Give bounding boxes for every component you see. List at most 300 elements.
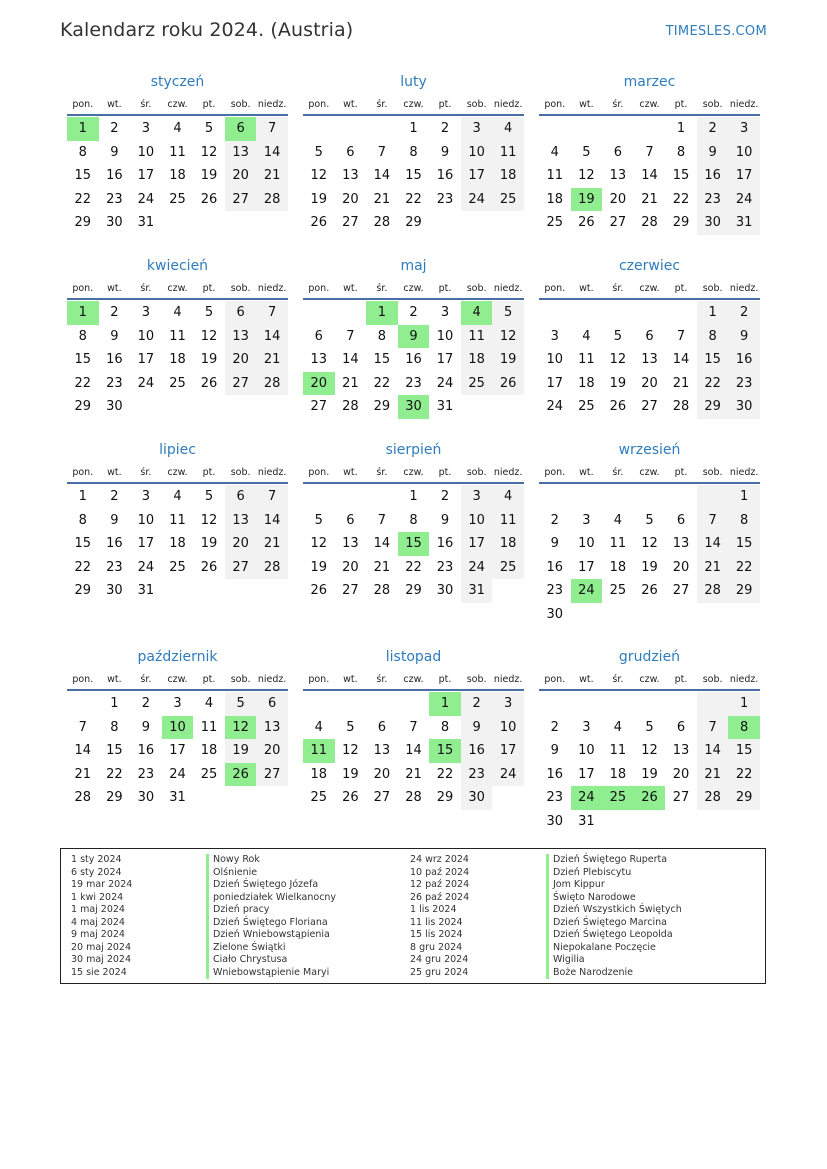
day-cell[interactable]: 29 xyxy=(728,579,760,603)
day-cell[interactable]: 28 xyxy=(373,583,391,598)
day-cell[interactable]: 23 xyxy=(137,766,155,782)
day-cell[interactable]: 26 xyxy=(492,372,524,396)
day-cell[interactable]: 31 xyxy=(728,211,760,235)
day-cell[interactable]: 13 xyxy=(225,141,257,165)
day-cell[interactable]: 29 xyxy=(728,786,760,810)
day-cell[interactable]: 14 xyxy=(405,743,422,758)
day-cell[interactable]: 14 xyxy=(697,532,729,556)
day-cell[interactable]: 23 xyxy=(106,375,123,391)
holiday-day-cell[interactable]: 11 xyxy=(303,739,335,763)
day-cell[interactable]: 2 xyxy=(728,301,760,325)
day-cell[interactable]: 22 xyxy=(373,375,391,391)
holiday-day-cell[interactable]: 9 xyxy=(398,325,430,349)
day-cell[interactable]: 17 xyxy=(578,559,595,575)
day-cell[interactable]: 14 xyxy=(74,743,92,758)
day-cell[interactable]: 21 xyxy=(256,532,288,556)
day-cell[interactable]: 20 xyxy=(609,191,627,207)
day-cell[interactable]: 27 xyxy=(225,372,257,396)
day-cell[interactable]: 13 xyxy=(342,536,359,551)
day-cell[interactable]: 6 xyxy=(676,719,686,735)
day-cell[interactable]: 31 xyxy=(461,579,493,603)
day-cell[interactable]: 9 xyxy=(110,512,119,528)
day-cell[interactable]: 20 xyxy=(672,559,690,575)
day-cell[interactable]: 9 xyxy=(440,512,450,528)
day-cell[interactable]: 12 xyxy=(342,743,359,758)
day-cell[interactable]: 8 xyxy=(78,144,87,160)
day-cell[interactable]: 28 xyxy=(256,556,288,580)
day-cell[interactable]: 14 xyxy=(697,739,729,763)
day-cell[interactable]: 13 xyxy=(310,352,328,367)
day-cell[interactable]: 5 xyxy=(582,144,591,160)
day-cell[interactable]: 21 xyxy=(373,191,391,207)
day-cell[interactable]: 24 xyxy=(137,375,155,391)
day-cell[interactable]: 28 xyxy=(373,215,391,230)
day-cell[interactable]: 17 xyxy=(137,168,155,183)
day-cell[interactable]: 1 xyxy=(676,121,686,136)
day-cell[interactable]: 4 xyxy=(173,305,182,320)
day-cell[interactable]: 30 xyxy=(106,215,123,230)
holiday-day-cell[interactable]: 4 xyxy=(461,301,493,325)
holiday-day-cell[interactable]: 15 xyxy=(398,532,430,556)
day-cell[interactable]: 26 xyxy=(342,790,359,805)
day-cell[interactable]: 8 xyxy=(676,144,686,160)
day-cell[interactable]: 6 xyxy=(377,719,387,735)
day-cell[interactable]: 22 xyxy=(74,559,92,575)
day-cell[interactable]: 9 xyxy=(697,141,729,165)
day-cell[interactable]: 1 xyxy=(728,692,760,716)
day-cell[interactable]: 7 xyxy=(676,328,686,344)
day-cell[interactable]: 31 xyxy=(137,583,155,598)
day-cell[interactable]: 3 xyxy=(492,692,524,716)
day-cell[interactable]: 22 xyxy=(728,556,760,580)
day-cell[interactable]: 9 xyxy=(728,325,760,349)
day-cell[interactable]: 8 xyxy=(409,144,418,160)
day-cell[interactable]: 18 xyxy=(461,348,493,372)
day-cell[interactable]: 15 xyxy=(106,743,123,758)
day-cell[interactable]: 19 xyxy=(641,559,658,575)
day-cell[interactable]: 20 xyxy=(672,766,690,782)
day-cell[interactable]: 23 xyxy=(405,375,422,391)
day-cell[interactable]: 19 xyxy=(310,559,328,575)
day-cell[interactable]: 10 xyxy=(461,141,493,165)
day-cell[interactable]: 21 xyxy=(641,191,658,207)
day-cell[interactable]: 31 xyxy=(578,813,595,829)
holiday-day-cell[interactable]: 8 xyxy=(728,716,760,740)
holiday-day-cell[interactable]: 30 xyxy=(398,395,430,419)
day-cell[interactable]: 9 xyxy=(110,328,119,344)
day-cell[interactable]: 22 xyxy=(697,372,729,396)
day-cell[interactable]: 20 xyxy=(256,739,288,763)
day-cell[interactable]: 10 xyxy=(728,141,760,165)
day-cell[interactable]: 17 xyxy=(436,352,454,367)
day-cell[interactable]: 16 xyxy=(106,168,123,183)
day-cell[interactable]: 3 xyxy=(582,719,591,735)
day-cell[interactable]: 5 xyxy=(314,512,323,528)
day-cell[interactable]: 27 xyxy=(225,556,257,580)
day-cell[interactable]: 8 xyxy=(440,719,450,735)
day-cell[interactable]: 29 xyxy=(373,399,391,414)
day-cell[interactable]: 3 xyxy=(461,117,493,141)
day-cell[interactable]: 5 xyxy=(645,719,654,735)
holiday-day-cell[interactable]: 26 xyxy=(225,763,257,787)
day-cell[interactable]: 16 xyxy=(137,743,155,758)
day-cell[interactable]: 2 xyxy=(550,512,559,528)
day-cell[interactable]: 6 xyxy=(645,328,654,344)
day-cell[interactable]: 27 xyxy=(342,215,359,230)
day-cell[interactable]: 25 xyxy=(546,215,564,230)
day-cell[interactable]: 26 xyxy=(641,583,658,598)
day-cell[interactable]: 9 xyxy=(461,716,493,740)
holiday-day-cell[interactable]: 12 xyxy=(225,716,257,740)
day-cell[interactable]: 21 xyxy=(672,375,690,391)
day-cell[interactable]: 29 xyxy=(405,583,422,598)
day-cell[interactable]: 27 xyxy=(310,399,328,414)
day-cell[interactable]: 2 xyxy=(141,696,151,711)
day-cell[interactable]: 20 xyxy=(641,375,658,391)
day-cell[interactable]: 14 xyxy=(256,509,288,533)
day-cell[interactable]: 30 xyxy=(461,786,493,810)
day-cell[interactable]: 17 xyxy=(137,352,155,367)
day-cell[interactable]: 18 xyxy=(169,168,186,183)
day-cell[interactable]: 19 xyxy=(200,352,218,367)
day-cell[interactable]: 15 xyxy=(728,739,760,763)
day-cell[interactable]: 22 xyxy=(405,559,422,575)
day-cell[interactable]: 29 xyxy=(74,215,92,230)
day-cell[interactable]: 28 xyxy=(256,188,288,212)
day-cell[interactable]: 30 xyxy=(546,813,564,829)
day-cell[interactable]: 9 xyxy=(550,743,559,758)
day-cell[interactable]: 22 xyxy=(106,766,123,782)
day-cell[interactable]: 5 xyxy=(492,301,524,325)
day-cell[interactable]: 27 xyxy=(672,583,690,598)
day-cell[interactable]: 8 xyxy=(110,719,119,735)
day-cell[interactable]: 5 xyxy=(204,121,214,136)
day-cell[interactable]: 10 xyxy=(546,352,564,367)
day-cell[interactable]: 1 xyxy=(409,489,418,504)
day-cell[interactable]: 28 xyxy=(256,372,288,396)
day-cell[interactable]: 14 xyxy=(256,141,288,165)
holiday-day-cell[interactable]: 26 xyxy=(634,786,666,810)
day-cell[interactable]: 8 xyxy=(409,512,418,528)
day-cell[interactable]: 17 xyxy=(728,164,760,188)
holiday-day-cell[interactable]: 1 xyxy=(67,301,99,325)
day-cell[interactable]: 25 xyxy=(492,556,524,580)
day-cell[interactable]: 26 xyxy=(200,375,218,391)
day-cell[interactable]: 11 xyxy=(169,328,186,344)
day-cell[interactable]: 1 xyxy=(728,485,760,509)
day-cell[interactable]: 4 xyxy=(492,485,524,509)
day-cell[interactable]: 5 xyxy=(204,305,214,320)
day-cell[interactable]: 23 xyxy=(436,191,454,207)
day-cell[interactable]: 16 xyxy=(436,536,454,551)
day-cell[interactable]: 4 xyxy=(173,489,182,504)
day-cell[interactable]: 27 xyxy=(672,790,690,805)
day-cell[interactable]: 22 xyxy=(672,191,690,207)
day-cell[interactable]: 31 xyxy=(169,790,186,805)
day-cell[interactable]: 31 xyxy=(137,215,155,230)
day-cell[interactable]: 28 xyxy=(641,215,658,230)
day-cell[interactable]: 12 xyxy=(492,325,524,349)
day-cell[interactable]: 8 xyxy=(78,512,87,528)
day-cell[interactable]: 16 xyxy=(106,352,123,367)
day-cell[interactable]: 27 xyxy=(373,790,391,805)
day-cell[interactable]: 25 xyxy=(169,559,186,575)
day-cell[interactable]: 29 xyxy=(697,395,729,419)
day-cell[interactable]: 7 xyxy=(256,301,288,325)
day-cell[interactable]: 15 xyxy=(74,168,92,183)
day-cell[interactable]: 26 xyxy=(578,215,595,230)
day-cell[interactable]: 15 xyxy=(405,168,422,183)
day-cell[interactable]: 2 xyxy=(409,305,418,320)
day-cell[interactable]: 11 xyxy=(200,719,218,735)
day-cell[interactable]: 7 xyxy=(409,719,418,735)
day-cell[interactable]: 21 xyxy=(256,348,288,372)
day-cell[interactable]: 16 xyxy=(546,766,564,782)
day-cell[interactable]: 3 xyxy=(582,512,591,528)
day-cell[interactable]: 10 xyxy=(137,144,155,160)
day-cell[interactable]: 2 xyxy=(440,121,450,136)
day-cell[interactable]: 25 xyxy=(609,583,627,598)
day-cell[interactable]: 23 xyxy=(728,372,760,396)
day-cell[interactable]: 12 xyxy=(310,168,328,183)
day-cell[interactable]: 4 xyxy=(613,719,623,735)
day-cell[interactable]: 9 xyxy=(141,719,151,735)
day-cell[interactable]: 29 xyxy=(106,790,123,805)
day-cell[interactable]: 21 xyxy=(697,763,729,787)
day-cell[interactable]: 4 xyxy=(204,696,214,711)
day-cell[interactable]: 27 xyxy=(225,188,257,212)
day-cell[interactable]: 23 xyxy=(697,188,729,212)
day-cell[interactable]: 8 xyxy=(377,328,387,344)
day-cell[interactable]: 30 xyxy=(546,606,564,622)
day-cell[interactable]: 12 xyxy=(200,328,218,344)
day-cell[interactable]: 18 xyxy=(169,352,186,367)
day-cell[interactable]: 12 xyxy=(200,512,218,528)
day-cell[interactable]: 13 xyxy=(225,325,257,349)
day-cell[interactable]: 12 xyxy=(310,536,328,551)
day-cell[interactable]: 29 xyxy=(436,790,454,805)
day-cell[interactable]: 7 xyxy=(697,716,729,740)
day-cell[interactable]: 1 xyxy=(697,301,729,325)
day-cell[interactable]: 15 xyxy=(373,352,391,367)
holiday-day-cell[interactable]: 24 xyxy=(571,579,603,603)
day-cell[interactable]: 28 xyxy=(74,790,92,805)
day-cell[interactable]: 9 xyxy=(440,144,450,160)
day-cell[interactable]: 25 xyxy=(169,191,186,207)
day-cell[interactable]: 2 xyxy=(440,489,450,504)
day-cell[interactable]: 20 xyxy=(342,191,359,207)
day-cell[interactable]: 2 xyxy=(550,719,559,735)
day-cell[interactable]: 17 xyxy=(546,375,564,391)
day-cell[interactable]: 4 xyxy=(613,512,623,528)
day-cell[interactable]: 1 xyxy=(78,489,87,504)
day-cell[interactable]: 24 xyxy=(492,763,524,787)
day-cell[interactable]: 5 xyxy=(645,512,654,528)
day-cell[interactable]: 14 xyxy=(342,352,359,367)
day-cell[interactable]: 21 xyxy=(256,164,288,188)
day-cell[interactable]: 17 xyxy=(461,164,493,188)
day-cell[interactable]: 11 xyxy=(546,168,564,183)
day-cell[interactable]: 6 xyxy=(225,485,257,509)
day-cell[interactable]: 5 xyxy=(204,489,214,504)
day-cell[interactable]: 6 xyxy=(225,301,257,325)
day-cell[interactable]: 20 xyxy=(225,164,257,188)
day-cell[interactable]: 11 xyxy=(492,141,524,165)
day-cell[interactable]: 12 xyxy=(641,743,658,758)
day-cell[interactable]: 21 xyxy=(342,375,359,391)
day-cell[interactable]: 6 xyxy=(256,692,288,716)
day-cell[interactable]: 22 xyxy=(74,191,92,207)
day-cell[interactable]: 25 xyxy=(200,766,218,782)
day-cell[interactable]: 19 xyxy=(641,766,658,782)
day-cell[interactable]: 3 xyxy=(461,485,493,509)
day-cell[interactable]: 4 xyxy=(492,117,524,141)
day-cell[interactable]: 26 xyxy=(310,583,328,598)
day-cell[interactable]: 28 xyxy=(697,786,729,810)
day-cell[interactable]: 5 xyxy=(225,692,257,716)
day-cell[interactable]: 31 xyxy=(436,399,454,414)
day-cell[interactable]: 13 xyxy=(225,509,257,533)
day-cell[interactable]: 16 xyxy=(461,739,493,763)
holiday-day-cell[interactable]: 1 xyxy=(429,692,461,716)
day-cell[interactable]: 25 xyxy=(492,188,524,212)
day-cell[interactable]: 8 xyxy=(78,328,87,344)
day-cell[interactable]: 15 xyxy=(697,348,729,372)
day-cell[interactable]: 15 xyxy=(74,352,92,367)
day-cell[interactable]: 25 xyxy=(578,399,595,414)
day-cell[interactable]: 25 xyxy=(310,790,328,805)
day-cell[interactable]: 3 xyxy=(141,489,151,504)
day-cell[interactable]: 7 xyxy=(377,512,387,528)
day-cell[interactable]: 7 xyxy=(78,719,87,735)
day-cell[interactable]: 29 xyxy=(672,215,690,230)
day-cell[interactable]: 5 xyxy=(613,328,623,344)
day-cell[interactable]: 2 xyxy=(697,117,729,141)
day-cell[interactable]: 19 xyxy=(200,536,218,551)
day-cell[interactable]: 22 xyxy=(74,375,92,391)
day-cell[interactable]: 24 xyxy=(436,375,454,391)
day-cell[interactable]: 16 xyxy=(697,164,729,188)
day-cell[interactable]: 2 xyxy=(110,305,119,320)
day-cell[interactable]: 15 xyxy=(728,532,760,556)
day-cell[interactable]: 17 xyxy=(578,766,595,782)
day-cell[interactable]: 23 xyxy=(461,763,493,787)
holiday-day-cell[interactable]: 19 xyxy=(571,188,603,212)
day-cell[interactable]: 18 xyxy=(492,164,524,188)
day-cell[interactable]: 26 xyxy=(310,215,328,230)
day-cell[interactable]: 20 xyxy=(225,532,257,556)
day-cell[interactable]: 3 xyxy=(440,305,450,320)
day-cell[interactable]: 9 xyxy=(110,144,119,160)
day-cell[interactable]: 10 xyxy=(578,743,595,758)
day-cell[interactable]: 10 xyxy=(578,536,595,551)
day-cell[interactable]: 30 xyxy=(106,583,123,598)
day-cell[interactable]: 23 xyxy=(546,790,564,805)
day-cell[interactable]: 22 xyxy=(728,763,760,787)
day-cell[interactable]: 11 xyxy=(169,512,186,528)
day-cell[interactable]: 28 xyxy=(697,579,729,603)
day-cell[interactable]: 24 xyxy=(169,766,186,782)
holiday-day-cell[interactable]: 20 xyxy=(303,372,335,396)
day-cell[interactable]: 4 xyxy=(550,144,559,160)
day-cell[interactable]: 13 xyxy=(342,168,359,183)
day-cell[interactable]: 21 xyxy=(405,766,422,782)
day-cell[interactable]: 18 xyxy=(609,559,627,575)
day-cell[interactable]: 17 xyxy=(461,532,493,556)
day-cell[interactable]: 3 xyxy=(173,696,182,711)
day-cell[interactable]: 12 xyxy=(578,168,595,183)
day-cell[interactable]: 18 xyxy=(200,743,218,758)
day-cell[interactable]: 10 xyxy=(137,512,155,528)
day-cell[interactable]: 28 xyxy=(672,399,690,414)
day-cell[interactable]: 27 xyxy=(609,215,627,230)
holiday-day-cell[interactable]: 1 xyxy=(67,117,99,141)
day-cell[interactable]: 6 xyxy=(676,512,686,528)
day-cell[interactable]: 12 xyxy=(609,352,627,367)
day-cell[interactable]: 7 xyxy=(377,144,387,160)
day-cell[interactable]: 25 xyxy=(461,372,493,396)
day-cell[interactable]: 13 xyxy=(672,536,690,551)
day-cell[interactable]: 27 xyxy=(256,763,288,787)
day-cell[interactable]: 20 xyxy=(373,766,391,782)
day-cell[interactable]: 22 xyxy=(405,191,422,207)
day-cell[interactable]: 26 xyxy=(200,191,218,207)
holiday-day-cell[interactable]: 25 xyxy=(602,786,634,810)
holiday-day-cell[interactable]: 6 xyxy=(225,117,257,141)
day-cell[interactable]: 27 xyxy=(641,399,658,414)
day-cell[interactable]: 26 xyxy=(200,559,218,575)
day-cell[interactable]: 16 xyxy=(546,559,564,575)
day-cell[interactable]: 6 xyxy=(346,512,355,528)
day-cell[interactable]: 24 xyxy=(461,188,493,212)
day-cell[interactable]: 24 xyxy=(461,556,493,580)
day-cell[interactable]: 6 xyxy=(346,144,355,160)
day-cell[interactable]: 26 xyxy=(609,399,627,414)
day-cell[interactable]: 11 xyxy=(609,536,627,551)
day-cell[interactable]: 30 xyxy=(728,395,760,419)
day-cell[interactable]: 28 xyxy=(342,399,359,414)
day-cell[interactable]: 14 xyxy=(641,168,658,183)
holiday-day-cell[interactable]: 24 xyxy=(571,786,603,810)
day-cell[interactable]: 4 xyxy=(173,121,182,136)
day-cell[interactable]: 19 xyxy=(200,168,218,183)
holiday-day-cell[interactable]: 10 xyxy=(162,716,194,740)
day-cell[interactable]: 28 xyxy=(405,790,422,805)
day-cell[interactable]: 21 xyxy=(373,559,391,575)
day-cell[interactable]: 23 xyxy=(106,191,123,207)
day-cell[interactable]: 16 xyxy=(106,536,123,551)
day-cell[interactable]: 8 xyxy=(728,509,760,533)
holiday-day-cell[interactable]: 15 xyxy=(429,739,461,763)
day-cell[interactable]: 18 xyxy=(169,536,186,551)
day-cell[interactable]: 19 xyxy=(609,375,627,391)
day-cell[interactable]: 4 xyxy=(582,328,591,344)
day-cell[interactable]: 14 xyxy=(256,325,288,349)
day-cell[interactable]: 6 xyxy=(613,144,623,160)
day-cell[interactable]: 21 xyxy=(697,556,729,580)
day-cell[interactable]: 14 xyxy=(672,352,690,367)
day-cell[interactable]: 7 xyxy=(645,144,654,160)
day-cell[interactable]: 20 xyxy=(225,348,257,372)
day-cell[interactable]: 10 xyxy=(492,716,524,740)
day-cell[interactable]: 7 xyxy=(697,509,729,533)
day-cell[interactable]: 30 xyxy=(436,583,454,598)
day-cell[interactable]: 5 xyxy=(314,144,323,160)
day-cell[interactable]: 23 xyxy=(546,583,564,598)
day-cell[interactable]: 12 xyxy=(641,536,658,551)
day-cell[interactable]: 21 xyxy=(74,766,92,782)
day-cell[interactable]: 11 xyxy=(609,743,627,758)
